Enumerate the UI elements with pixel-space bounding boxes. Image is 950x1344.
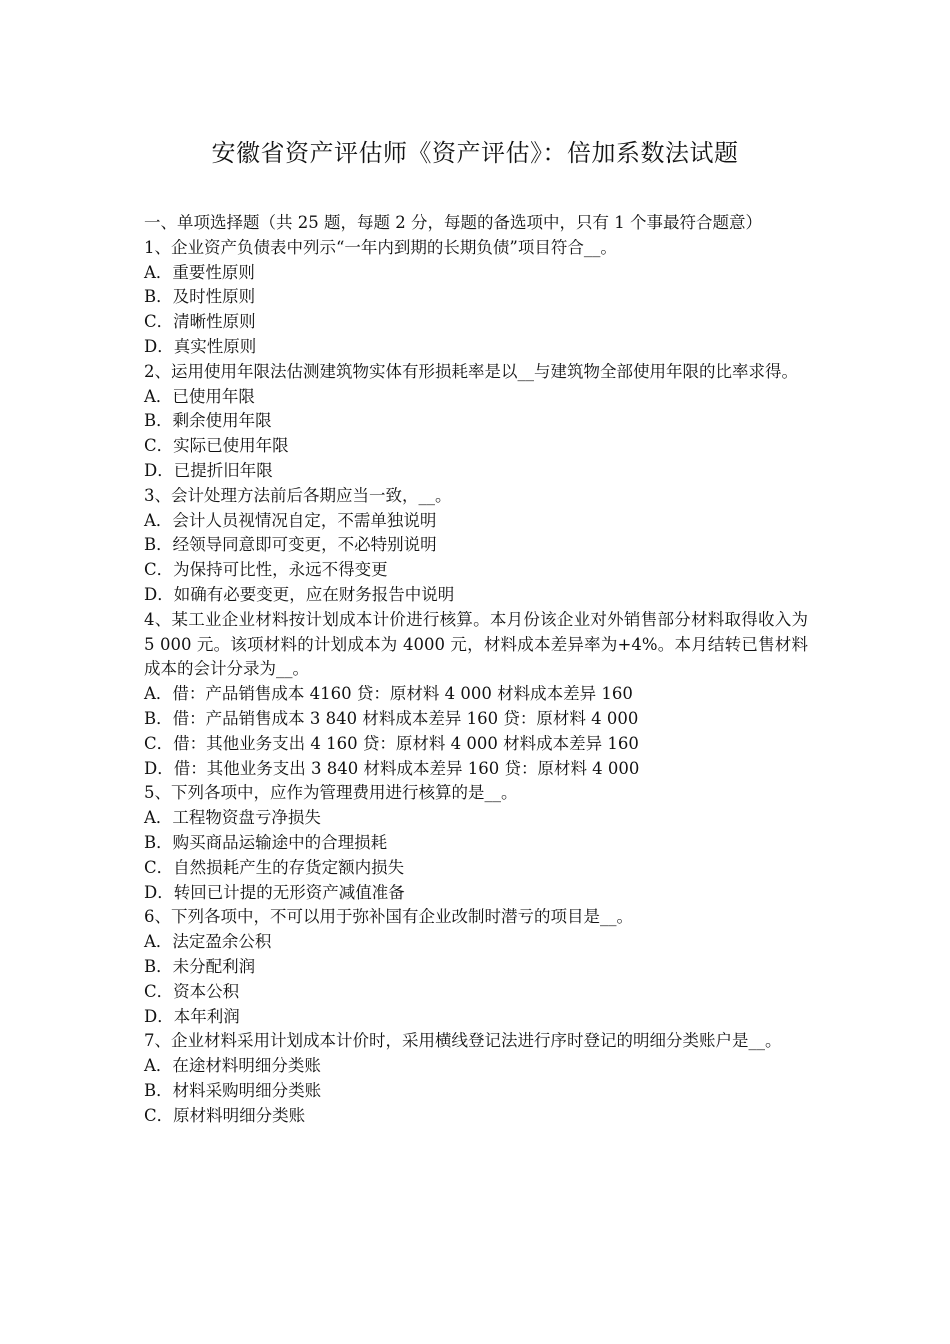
question-option: A．会计人员视情况自定，不需单独说明 xyxy=(144,510,437,530)
question-option: B．材料采购明细分类账 xyxy=(144,1080,322,1100)
question-option: C．清晰性原则 xyxy=(144,312,256,332)
question-3 xyxy=(144,484,808,608)
question-stem: 4、某工业企业材料按计划成本计价进行核算。本月份该企业对外销售部分材料取得收入为 5 000 元。该项材料的计划成本为 4000 元，材料成本差异率为+4%。本月结转已售材料成本的会计分录为__。 xyxy=(144,609,808,679)
question-option: A．重要性原则 xyxy=(144,262,255,282)
question-option: A．在途材料明细分类账 xyxy=(144,1056,321,1076)
question-1 xyxy=(144,236,808,360)
question-option: A．工程物资盘亏净损失 xyxy=(144,808,321,828)
question-option: C．为保持可比性，永远不得变更 xyxy=(144,560,388,580)
question-option: C．实际已使用年限 xyxy=(144,436,289,456)
question-stem: 3、会计处理方法前后各期应当一致，__。 xyxy=(144,485,452,505)
question-option: D．已提折旧年限 xyxy=(144,460,273,480)
question-5 xyxy=(144,781,808,905)
question-option: C．借：其他业务支出 4 160 贷：原材料 4 000 材料成本差异 160 xyxy=(144,733,639,753)
question-stem: 5、下列各项中，应作为管理费用进行核算的是__。 xyxy=(144,783,518,803)
question-option: B．未分配利润 xyxy=(144,956,256,976)
question-option: A．已使用年限 xyxy=(144,386,255,406)
question-option: C．自然损耗产生的存货定额内损失 xyxy=(144,857,405,877)
question-option: D．本年利润 xyxy=(144,1006,240,1026)
question-option: B．购买商品运输途中的合理损耗 xyxy=(144,832,388,852)
document-body xyxy=(144,211,808,1128)
question-stem: 7、企业材料采用计划成本计价时，采用横线登记法进行序时登记的明细分类账户是__。 xyxy=(144,1031,782,1051)
question-option: B．经领导同意即可变更，不必特别说明 xyxy=(144,535,437,555)
question-option: D．借：其他业务支出 3 840 材料成本差异 160 贷：原材料 4 000 xyxy=(144,758,640,778)
question-stem: 1、企业资产负债表中列示“一年内到期的长期负债”项目符合__。 xyxy=(144,237,617,257)
question-option: A．法定盈余公积 xyxy=(144,932,272,952)
question-stem: 6、下列各项中，不可以用于弥补国有企业改制时潜亏的项目是__。 xyxy=(144,907,633,927)
question-option: D．转回已计提的无形资产减值准备 xyxy=(144,882,405,902)
question-4 xyxy=(144,608,808,782)
question-6 xyxy=(144,905,808,1029)
question-option: C．资本公积 xyxy=(144,981,240,1001)
question-option: B．及时性原则 xyxy=(144,287,256,307)
question-option: D．如确有必要变更，应在财务报告中说明 xyxy=(144,584,455,604)
document-title: 安徽省资产评估师《资产评估》：倍加系数法试题 xyxy=(211,139,739,167)
section-header: 一、单项选择题（共 25 题，每题 2 分，每题的备选项中，只有 1 个事最符合题意） xyxy=(144,213,762,232)
question-7 xyxy=(144,1029,808,1128)
question-option: C．原材料明细分类账 xyxy=(144,1105,306,1125)
question-2 xyxy=(144,360,808,484)
question-stem: 2、运用使用年限法估测建筑物实体有形损耗率是以__与建筑物全部使用年限的比率求得。 xyxy=(144,361,798,381)
question-option: D．真实性原则 xyxy=(144,336,257,356)
question-option: A．借：产品销售成本 4160 贷：原材料 4 000 材料成本差异 160 xyxy=(144,684,633,704)
question-option: B．剩余使用年限 xyxy=(144,411,272,431)
question-option: B．借：产品销售成本 3 840 材料成本差异 160 贷：原材料 4 000 xyxy=(144,708,639,728)
